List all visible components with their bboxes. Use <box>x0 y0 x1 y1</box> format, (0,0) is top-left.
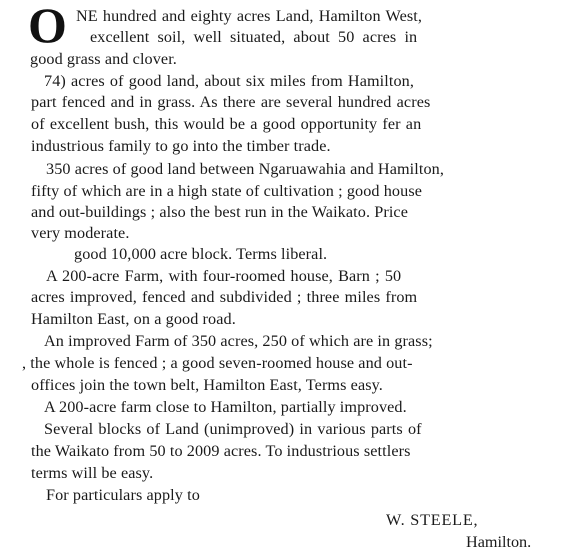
ad-line: and out-buildings ; also the best run in the Waikato. Price <box>31 203 408 221</box>
ad-line: An improved Farm of 350 acres, 250 of which are in grass; <box>44 332 433 350</box>
signature-place: Hamilton. <box>466 533 532 551</box>
ad-line: acres improved, fenced and subdivided ; three miles from <box>31 288 418 306</box>
ad-line: offices join the town belt, Hamilton East, Terms easy. <box>31 376 383 394</box>
ad-line: A 200-acre farm close to Hamilton, partially improved. <box>44 398 407 416</box>
ad-line: part fenced and in grass. As there are several hundred acres <box>31 93 431 111</box>
drop-cap: O <box>28 0 67 53</box>
ad-line: good 10,000 acre block. Terms liberal. <box>74 245 328 263</box>
ad-line: , the whole is fenced ; a good seven-roomed house and out- <box>22 354 413 372</box>
ad-line: Several blocks of Land (unimproved) in various parts of <box>44 420 422 438</box>
ad-line: Hamilton East, on a good road. <box>31 310 236 328</box>
ad-line: NE hundred and eighty acres Land, Hamilton West, <box>76 7 422 25</box>
ad-line: of excellent bush, this would be a good opportunity fer an <box>31 115 422 133</box>
ad-line: good grass and clover. <box>30 50 177 68</box>
ad-line: A 200-acre Farm, with four-roomed house, Barn ; 50 <box>46 267 402 285</box>
ad-line: 74) acres of good land, about six miles from Hamilton, <box>44 72 415 90</box>
ad-line: very moderate. <box>31 224 130 242</box>
ad-line: terms will be easy. <box>31 464 154 482</box>
ad-line: excellent soil, well situated, about 50 acres in <box>90 28 418 46</box>
ad-line: the Waikato from 50 to 2009 acres. To industrious settlers <box>31 442 411 460</box>
ad-line: industrious family to go into the timber trade. <box>31 137 331 155</box>
ad-line: For particulars apply to <box>46 486 200 504</box>
ad-line: 350 acres of good land between Ngaruawahia and Hamilton, <box>46 160 445 178</box>
ad-line: fifty of which are in a high state of cultivation ; good house <box>31 182 423 200</box>
signature-name: W. STEELE, <box>386 511 479 529</box>
